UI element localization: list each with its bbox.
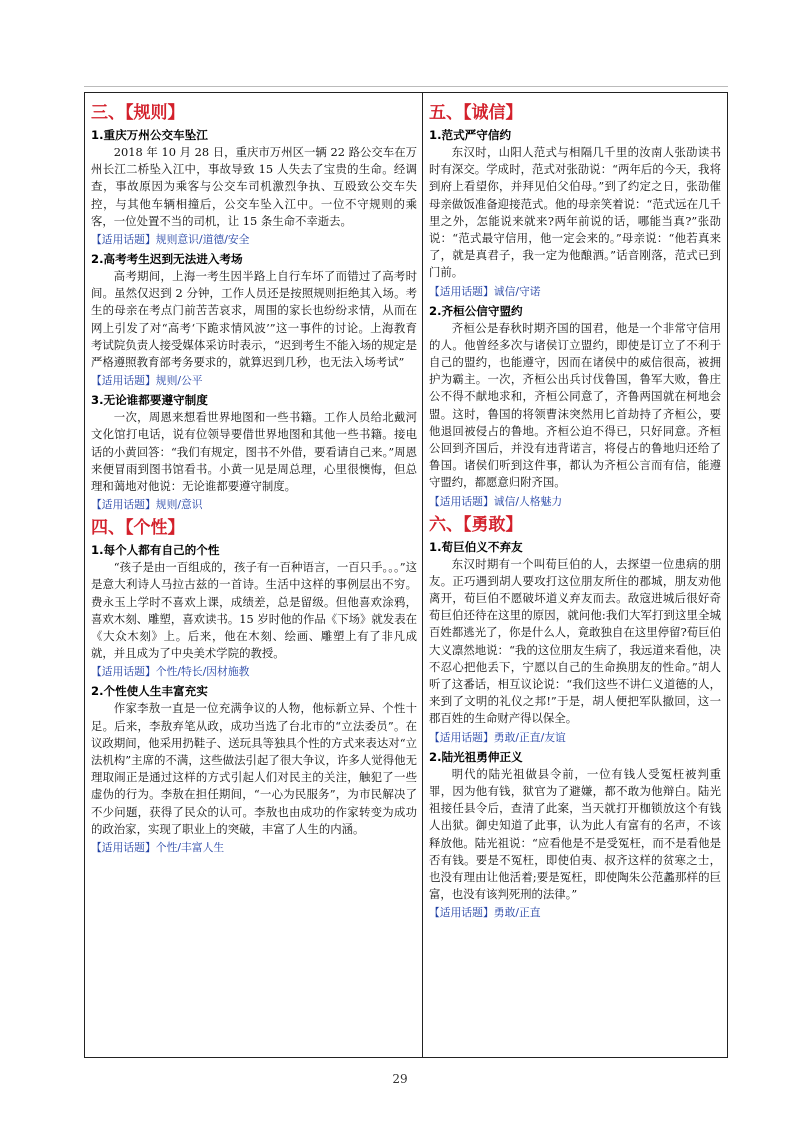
section-title-personality: 四、【个性】 — [91, 518, 185, 539]
topic-tag: 【适用话题】个性/特长/因材施教 — [91, 665, 250, 679]
item-heading: 2.陆光祖勇伸正义 — [429, 749, 523, 764]
item-body: “孩子是由一百组成的，孩子有一百种语言，一百只手。。。”这是意大利诗人马拉古兹的一首诗。生活中这样的事例层出不穷。费永玉上学时不喜欢上课，成绩差，总是留级。但他喜欢涂鸦，喜欢木刻、雕塑，喜欢读书。15 岁时他的作品《下场》就发表在《大众木刻》上。后来，他在木刻、绘画、雕塑上有了非凡成就，并且成为了中央美术学院的教授。 — [91, 560, 417, 661]
topic-tag: 【适用话题】诚信/人格魅力 — [429, 494, 563, 508]
topic-tag: 【适用话题】勇敢/正直/友谊 — [429, 730, 566, 744]
section-title-courage: 六、【勇敢】 — [429, 514, 523, 535]
item-heading: 3.无论谁都要遵守制度 — [91, 393, 208, 408]
topic-tag: 【适用话题】个性/丰富人生 — [91, 841, 225, 855]
topic-tag: 【适用话题】规则意识/道德/安全 — [91, 233, 250, 247]
section-title-integrity: 五、【诚信】 — [429, 103, 523, 123]
left-column — [91, 98, 417, 859]
item-heading: 1.每个人都有自己的个性 — [91, 543, 220, 558]
item-heading: 2.高考考生迟到无法进入考场 — [91, 252, 243, 267]
topic-tag: 【适用话题】规则/公平 — [91, 374, 203, 388]
header-rule — [84, 86, 728, 87]
item-body: 明代的陆光祖做县令前，一位有钱人受冤枉被判重罪，因为他有钱，狱官为了避嫌，都不敢为他辩白。陆光祖接任县令后，查清了此案，当天就打开枷锁放这个有钱人出狱。御史知道了此事，认为此人有富有的名声，不该释放他。陆光祖说：“应看他是不是受冤枉，而不是看他是否有钱。要是不冤枉，即使伯夷、叔齐这样的贫寒之士，也没有理由让他活着;要是冤枉，即使陶朱公范蠡那样的巨富，也没有该判死刑的法律。” — [429, 766, 721, 902]
item-heading: 1.重庆万州公交车坠江 — [91, 128, 208, 142]
item-heading: 2.个性使人生丰富充实 — [91, 684, 208, 699]
column-divider — [422, 92, 423, 1058]
item-heading: 1.范式严守信约 — [429, 128, 512, 142]
topic-tag: 【适用话题】勇敢/正直 — [429, 906, 541, 920]
item-body: 东汉时，山阳人范式与相隔几千里的汝南人张劭读书时有深交。学成时，范式对张劭说：“两年后的今天，我将到府上看望你，并拜见伯父伯母。”到了约定之日，张劭催母亲做饭准备迎接范式。他的母亲笑着说：“范式远在几千里之外，怎能说来就来?两年前说的话，哪能当真?”张劭说：“范式最守信用，他一定会来的。”母亲说：“他若真来了，就是真君子，我一定为他酿酒。”话音刚落，范式已到门前。 — [429, 145, 721, 280]
section-title-rules: 三、【规则】 — [91, 103, 185, 123]
item-heading: 1.荀巨伯义不弃友 — [429, 539, 523, 554]
item-body: 作家李敖一直是一位充满争议的人物，他标新立异、个性十足。后来，李敖弃笔从政，成功当选了台北市的“立法委员”。在议政期间，他采用扔鞋子、送玩具等独具个性的方式来表达对“立法机构”主席的不满，这些做法引起了很大争议，许多人觉得他无理取闹正是通过这样的方式引起人们对民主的关注，触犯了一些虚伪的行为。李敖在担任期间，“一心为民服务”，为市民解决了不少问题，获得了民众的认可。李敖也由成功的作家转变为成功的政治家，实现了职业上的突破，丰富了人生的内涵。 — [91, 701, 417, 836]
topic-tag: 【适用话题】诚信/守诺 — [429, 284, 541, 298]
item-body: 一次，周恩来想看世界地图和一些书籍。工作人员给北戴河文化馆打电话，说有位领导要借世界地图和其他一些书籍。接电话的小黄回答：“我们有规定，图书不外借，要看请自己来。”周恩来便冒雨到图书馆看书。小黄一见是周总理，心里很懊悔，但总理和蔼地对他说：无论谁都要遵守制度。 — [91, 410, 417, 494]
topic-tag: 【适用话题】规则/意识 — [91, 498, 203, 512]
page-number: 29 — [392, 1072, 408, 1086]
item-heading: 2.齐桓公信守盟约 — [429, 303, 523, 318]
item-body: 2018 年 10 月 28 日，重庆市万州区一辆 22 路公交车在万州长江二桥坠入江中，事故导致 15 人失去了宝贵的生命。经调查，事故原因为乘客与公交车司机激烈争执、互殴致公交车失控，与其他车辆相撞后，公交车坠入江中。一位不守规则的乘客，一位处置不当的司机，让 15 条生命不幸逝去。 — [91, 145, 417, 228]
item-body: 高考期间，上海一考生因半路上自行车坏了而错过了高考时间。虽然仅迟到 2 分钟，工作人员还是按照规则拒绝其入场。考生的母亲在考点门前苦苦哀求，周围的家长也纷纷求情，从而在网上引发了对“高考‘下跪求情风波’”这一事件的讨论。上海教育考试院负责人接受媒体采访时表示，“迟到考生不能入场的规定是严格遵照教育部考务要求的，就算迟到几秒，也无法入场考试” — [91, 269, 417, 370]
item-body: 齐桓公是春秋时期齐国的国君，他是一个非常守信用的人。他曾经多次与诸侯订立盟约，即使是订立了不利于自己的盟约，也能遵守，因而在诸侯中的威信很高，被拥护为霸主。一次，齐桓公出兵讨伐鲁国，鲁军大败，鲁庄公不得不献地求和，齐桓公同意了，齐鲁两国就在柯地会盟。这时，鲁国的将领曹沫突然用匕首劫持了齐桓公，要他退回被侵占的鲁地。齐桓公迫不得已，只好同意。齐桓公回到齐国后，并没有违背诺言，将侵占的鲁地归还给了鲁国。诸侯们听到这件事，都认为齐桓公言而有信，能遵守盟约，都愿意归附齐国。 — [429, 320, 721, 490]
right-column — [429, 98, 721, 924]
item-body: 东汉时期有一个叫荀巨伯的人，去探望一位患病的朋友。正巧遇到胡人要攻打这位朋友所住的郡城，朋友劝他离开，荀巨伯不愿破坏道义弃友而去。敌寇进城后很好奇荀巨伯还待在这里的原因，就问他:我们大军打到这里全城百姓都逃光了，你是什么人，竟敢独自在这里停留?荀巨伯大义凛然地说：“我的这位朋友生病了，我远道来看他，决不忍心把他丢下，宁愿以自己的生命换朋友的性命。”胡人听了这番话，相互议论说：“我们这些不讲仁义道德的人，来到了文明的礼仪之邦!”于是，胡人便把军队撤回，这一郡百姓的生命财产得以保全。 — [429, 556, 721, 726]
